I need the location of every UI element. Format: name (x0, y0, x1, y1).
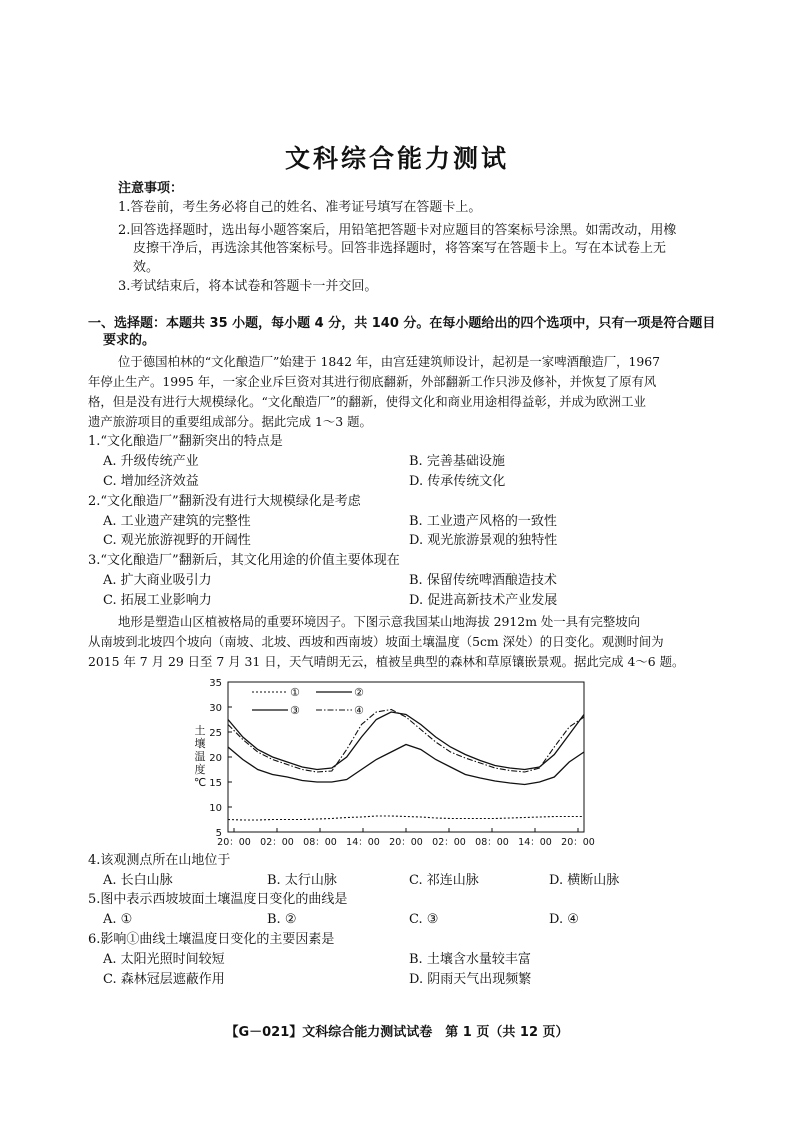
y-axis (209, 678, 232, 839)
plot-area (228, 682, 584, 832)
option-d: D. 观光旅游景观的独特性 (409, 533, 558, 548)
option-d: D. 横断山脉 (549, 873, 620, 888)
x-tick-label: 20：00 (217, 837, 251, 848)
series-line-4 (228, 710, 584, 773)
x-tick-label: 20：00 (561, 837, 595, 848)
y-axis-label (194, 723, 206, 789)
y-axis-label-char: 壤 (194, 737, 206, 750)
y-axis-label-char: 土 (194, 724, 206, 737)
option-d: D. 传承传统文化 (409, 474, 506, 489)
option-c: C. 观光旅游视野的开阔性 (103, 533, 251, 548)
x-axis (217, 828, 595, 848)
page-footer: 【G－021】文科综合能力测试试卷 第 1 页（共 12 页） (225, 1025, 569, 1040)
question-stem: 6.影响①曲线土壤温度日变化的主要因素是 (88, 932, 335, 947)
notice-item: 2.回答选择题时，选出每小题答案后，用铅笔把答题卡对应题目的答案标号涂黑。如需改动，用橡 (118, 223, 677, 238)
question-stem: 3.“文化酿造厂”翻新后，其文化用途的价值主要体现在 (88, 553, 400, 568)
y-axis-label-char: 温 (194, 750, 206, 763)
question-stem: 4.该观测点所在山地位于 (88, 853, 231, 868)
option-d: D. 阴雨天气出现频繁 (409, 972, 532, 987)
y-tick-label: 15 (209, 778, 222, 789)
y-tick-label: 25 (209, 728, 222, 739)
series-line-3 (228, 745, 584, 785)
section-heading-cont: 要求的。 (103, 333, 156, 348)
passage-line: 地形是塑造山区植被格局的重要环境因子。下图示意我国某山地海拔 2912m 处一具有完整坡向 (118, 614, 641, 629)
notice-item: 1.答卷前，考生务必将自己的姓名、准考证号填写在答题卡上。 (118, 200, 482, 215)
question-stem: 2.“文化酿造厂”翻新没有进行大规模绿化是考虑 (88, 494, 361, 509)
x-tick-label: 14：00 (346, 837, 380, 848)
option-a: A. 升级传统产业 (103, 454, 199, 469)
y-tick-label: 10 (209, 803, 222, 814)
question-stem: 5.图中表示西坡坡面土壤温度日变化的曲线是 (88, 892, 348, 907)
x-tick-label: 08：00 (475, 837, 509, 848)
notice-item: 皮擦干净后，再选涂其他答案标号。回答非选择题时，将答案写在答题卡上。写在本试卷上无 (133, 241, 667, 256)
chart-frame (228, 682, 584, 832)
chart-series (228, 710, 584, 821)
x-tick-label: 08：00 (303, 837, 337, 848)
series-line-1 (228, 816, 584, 820)
x-tick-label: 14：00 (518, 837, 552, 848)
y-tick-label: 30 (209, 703, 222, 714)
option-b: B. ② (267, 912, 297, 927)
y-tick-label: 5 (215, 828, 222, 839)
option-b: B. 太行山脉 (267, 873, 337, 888)
legend-label: ③ (290, 704, 300, 717)
legend (252, 686, 364, 717)
passage-line: 位于德国柏林的“文化酿造厂”始建于 1842 年，由宫廷建筑师设计，起初是一家啤酒酿造厂，1967 (118, 354, 661, 369)
option-c: C. 拓展工业影响力 (103, 593, 212, 608)
option-c: C. 增加经济效益 (103, 474, 199, 489)
legend-label: ④ (354, 704, 364, 717)
option-c: C. 森林冠层遮蔽作用 (103, 972, 225, 987)
option-b: B. 土壤含水量较丰富 (409, 952, 531, 967)
x-tick-label: 02：00 (432, 837, 466, 848)
passage-line: 格，但是没有进行大规模绿化。“文化酿造厂”的翻新，使得文化和商业用途相得益彰，并成为欧洲工业 (88, 394, 646, 409)
page-title: 文科综合能力测试 (284, 144, 509, 173)
legend-label: ② (354, 686, 364, 699)
option-c: C. 祁连山脉 (409, 873, 479, 888)
legend-label: ① (290, 686, 300, 699)
notice-item: 效。 (133, 260, 160, 275)
option-d: D. ④ (549, 912, 579, 927)
y-axis-label-char: ℃ (193, 776, 207, 789)
option-b: B. 工业遗产风格的一致性 (409, 514, 557, 529)
option-d: D. 促进高新技术产业发展 (409, 593, 558, 608)
option-c: C. ③ (409, 912, 439, 927)
soil-temperature-chart (180, 672, 600, 852)
passage-line: 2015 年 7 月 29 日至 7 月 31 日，天气晴朗无云，植被呈典型的森林和草原镶嵌景观。据此完成 4～6 题。 (88, 654, 685, 669)
y-tick-label: 35 (209, 678, 222, 689)
option-a: A. ① (103, 912, 133, 927)
option-a: A. 太阳光照时间较短 (103, 952, 225, 967)
notice-heading: 注意事项： (118, 181, 184, 196)
series-line-2 (228, 712, 584, 770)
x-tick-label: 20：00 (389, 837, 423, 848)
option-a: A. 工业遗产建筑的完整性 (103, 514, 251, 529)
x-tick-label: 02：00 (260, 837, 294, 848)
passage-line: 年停止生产。1995 年，一家企业斥巨资对其进行彻底翻新，外部翻新工作只涉及修补，并恢复了原有风 (88, 374, 657, 389)
y-axis-label-char: 度 (194, 763, 206, 776)
notice-item: 3.考试结束后，将本试卷和答题卡一并交回。 (118, 279, 378, 294)
question-stem: 1.“文化酿造厂”翻新突出的特点是 (88, 434, 283, 449)
option-b: B. 完善基础设施 (409, 454, 505, 469)
option-b: B. 保留传统啤酒酿造技术 (409, 573, 557, 588)
passage-line: 遗产旅游项目的重要组成部分。据此完成 1～3 题。 (88, 414, 372, 429)
section-heading: 一、选择题：本题共 35 小题，每小题 4 分，共 140 分。在每小题给出的四个选项中，只有一项是符合题目 (88, 316, 716, 331)
option-a: A. 长白山脉 (103, 873, 173, 888)
y-tick-label: 20 (209, 753, 222, 764)
passage-line: 从南坡到北坡四个坡向（南坡、北坡、西坡和西南坡）坡面土壤温度（5cm 深处）的日变化。观测时间为 (88, 634, 664, 649)
option-a: A. 扩大商业吸引力 (103, 573, 212, 588)
